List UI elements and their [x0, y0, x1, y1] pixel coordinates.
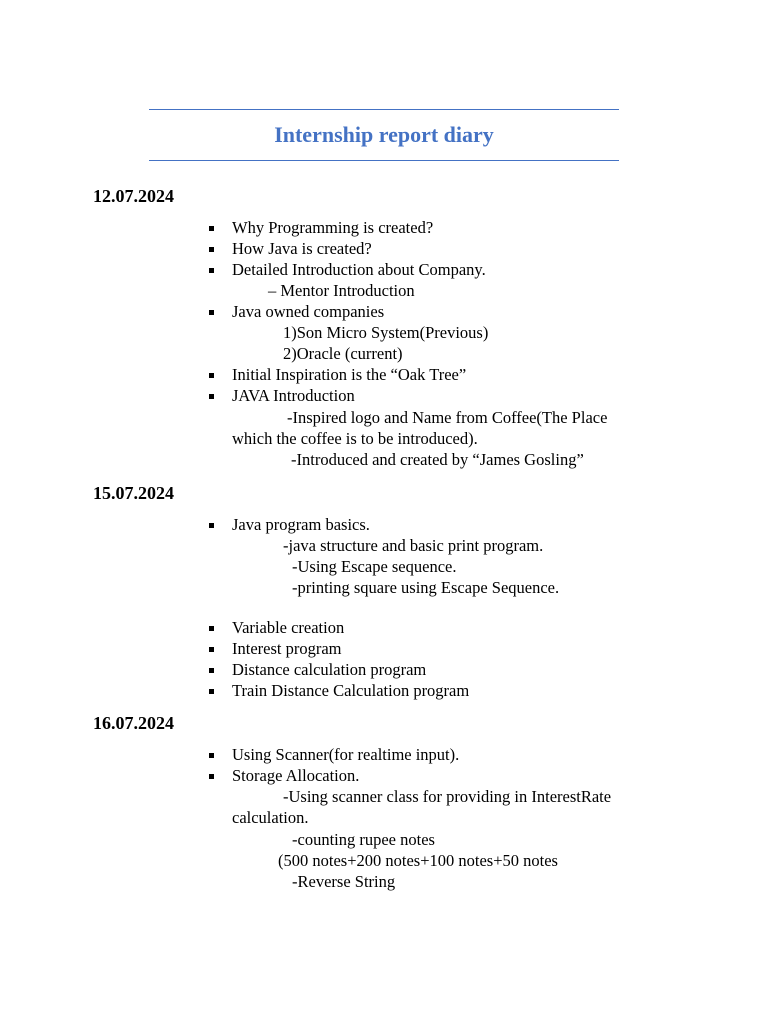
bullet-icon [209, 668, 214, 673]
sub-item: -Inspired logo and Name from Coffee(The Place [287, 408, 608, 427]
bullet-icon [209, 626, 214, 631]
bullet-icon [209, 226, 214, 231]
list-item: Interest program [232, 639, 342, 658]
list-item: Java owned companies [232, 302, 385, 321]
bullet-icon [209, 394, 214, 399]
title-rule-bottom [149, 160, 619, 161]
sub-item: -Using Escape sequence. [292, 557, 457, 576]
bullet-icon [209, 689, 214, 694]
list-item: Distance calculation program [232, 660, 427, 679]
bullet-icon [209, 647, 214, 652]
sub-item: -Using scanner class for providing in InterestRate [283, 787, 612, 806]
list-item: Initial Inspiration is the “Oak Tree” [232, 365, 467, 384]
list-item: JAVA Introduction [232, 386, 355, 405]
bullet-icon [209, 753, 214, 758]
sub-item: (500 notes+200 notes+100 notes+50 notes [278, 851, 558, 870]
entry-date: 12.07.2024 [93, 186, 174, 206]
list-item: How Java is created? [232, 239, 372, 258]
entry-date: 15.07.2024 [93, 483, 174, 503]
bullet-icon [209, 310, 214, 315]
sub-item: 2)Oracle (current) [283, 344, 403, 363]
list-item: Storage Allocation. [232, 766, 360, 785]
sub-item: -java structure and basic print program. [283, 536, 544, 555]
page-title: Internship report diary [274, 122, 494, 147]
bullet-icon [209, 774, 214, 779]
sub-item: calculation. [232, 808, 309, 827]
bullet-icon [209, 268, 214, 273]
list-item: Detailed Introduction about Company. [232, 260, 486, 279]
list-item: Why Programming is created? [232, 218, 434, 237]
sub-item: 1)Son Micro System(Previous) [283, 323, 489, 342]
sub-item: -counting rupee notes [292, 830, 435, 849]
sub-item: – Mentor Introduction [268, 281, 415, 300]
list-item: Using Scanner(for realtime input). [232, 745, 460, 764]
sub-item: -Introduced and created by “James Gosling” [291, 450, 584, 469]
sub-item: which the coffee is to be introduced). [232, 429, 478, 448]
sub-item: -Reverse String [292, 872, 396, 891]
bullet-icon [209, 373, 214, 378]
list-item: Java program basics. [232, 515, 370, 534]
bullet-icon [209, 247, 214, 252]
title-rule-top [149, 109, 619, 110]
entry-date: 16.07.2024 [93, 713, 174, 733]
sub-item: -printing square using Escape Sequence. [292, 578, 560, 597]
bullet-icon [209, 523, 214, 528]
list-item: Variable creation [232, 618, 345, 637]
list-item: Train Distance Calculation program [232, 681, 470, 700]
